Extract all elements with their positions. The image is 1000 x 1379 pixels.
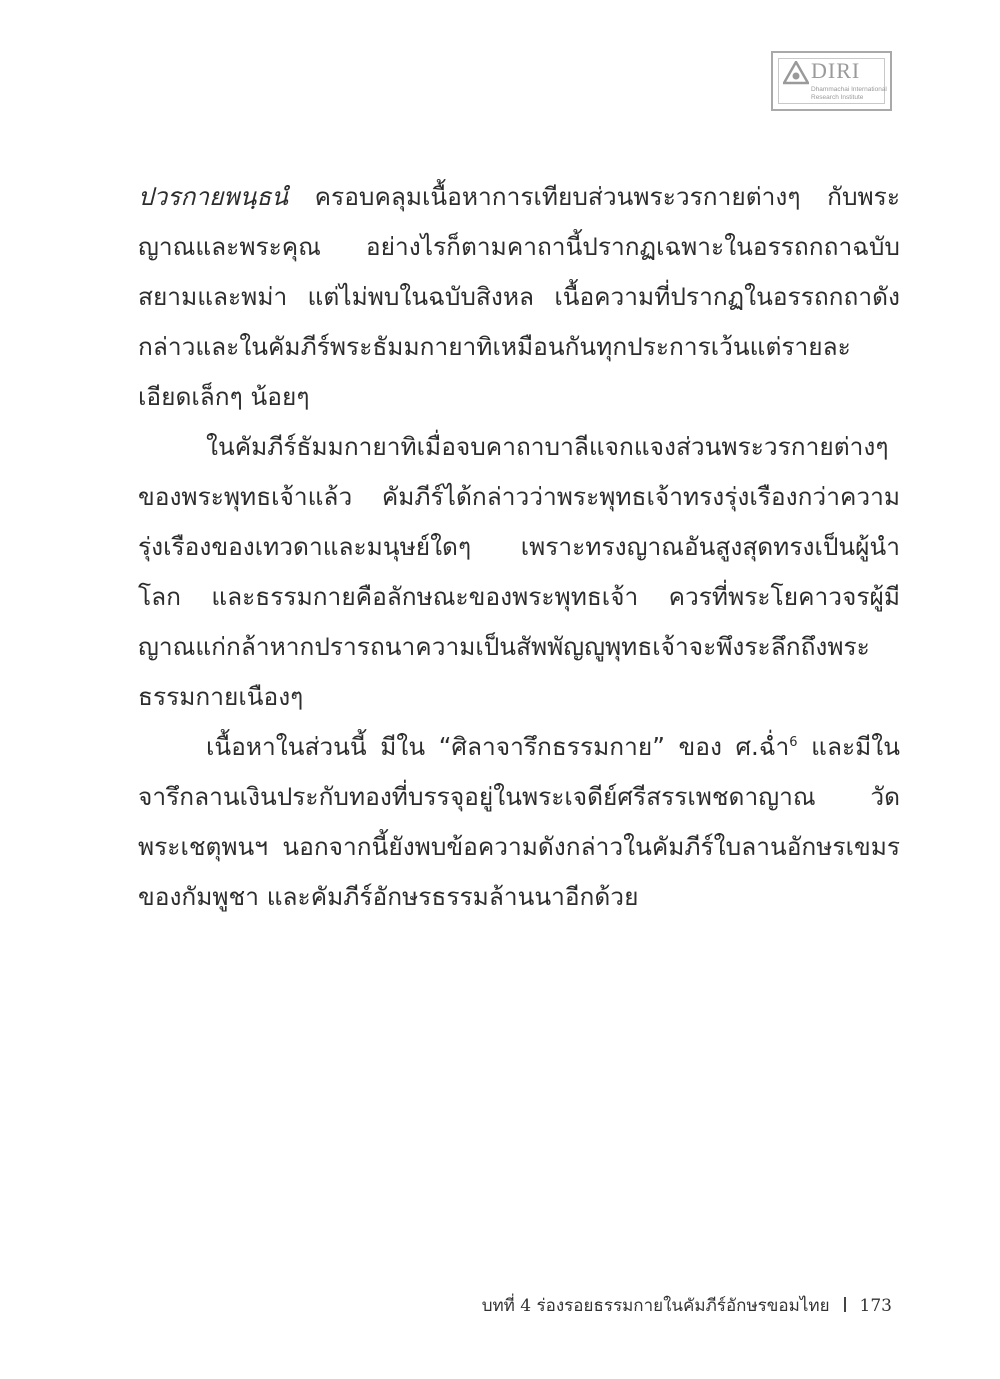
footnote-marker: 6 xyxy=(789,734,798,750)
paragraph-1-text: ครอบคลุมเนื้อหาการเทียบส่วนพระวรกายต่างๆ กับพระญาณและพระคุณ อย่างไรก็ตามคาถานี้ปรากฏเฉพาะในอรรถกถาฉบับสยามและพม่า แต่ไม่พบในฉบับสิงหล เนื้อความที่ปรากฏในอรรถกถาดังกล่าวและในคัมภีร์พระธัมมกายาทิเหมือนกันทุกประการเว้นแต่รายละเอียดเล็กๆ น้อยๆ xyxy=(138,182,900,411)
logo-wordmark: DIRI xyxy=(811,58,861,83)
page-footer xyxy=(482,1292,892,1319)
triangle-emblem-icon xyxy=(783,61,809,85)
diri-logo xyxy=(771,51,892,111)
paragraph-3 xyxy=(138,722,900,922)
chapter-title: บทที่ 4 ร่องรอยธรรมกายในคัมภีร์อักษรขอมไทย xyxy=(481,1296,830,1316)
paragraph-2-text: ในคัมภีร์ธัมมกายาทิเมื่อจบคาถาบาลีแจกแจงส่วนพระวรกายต่างๆ ของพระพุทธเจ้าแล้ว คัมภีร์ได้กล่าวว่าพระพุทธเจ้าทรงรุ่งเรืองกว่าความรุ่งเรืองของเทวดาและมนุษย์ใดๆ เพราะทรงญาณอันสูงสุดทรงเป็นผู้นำโลก และธรรมกายคือลักษณะของพระพุทธเจ้า ควรที่พระโยคาวจรผู้มีญาณแก่กล้าหากปรารถนาความเป็นสัพพัญญูพุทธเจ้าจะพึงระลึกถึงพระธรรมกายเนืองๆ xyxy=(138,432,900,711)
logo-subtitle-line1: Dhammachai International xyxy=(811,86,887,93)
footer-separator xyxy=(844,1297,846,1312)
paragraph-2 xyxy=(138,422,900,722)
paragraph-1 xyxy=(138,172,900,422)
logo-subtitle-line2: Research Institute xyxy=(811,94,864,101)
paragraph-3-text-after: และมีในจารึกลานเงินประกับทองที่บรรจุอยู่ในพระเจดีย์ศรีสรรเพชดาญาณ วัดพระเชตุพนฯ นอกจากนี้ยังพบข้อความดังกล่าวในคัมภีร์ใบลานอักษรเขมรของกัมพูชา และคัมภีร์อักษรธรรมล้านนาอีกด้วย xyxy=(138,732,900,911)
paragraph-3-text-before: เนื้อหาในส่วนนี้ มีใน “ศิลาจารึกธรรมกาย” ของ ศ.ฉ่ำ xyxy=(206,732,790,761)
logo-subtitle xyxy=(811,86,891,102)
body-text xyxy=(138,172,900,922)
pali-term: ปวรกายพนฺธนํ xyxy=(138,182,289,211)
page-number: 173 xyxy=(859,1296,892,1316)
